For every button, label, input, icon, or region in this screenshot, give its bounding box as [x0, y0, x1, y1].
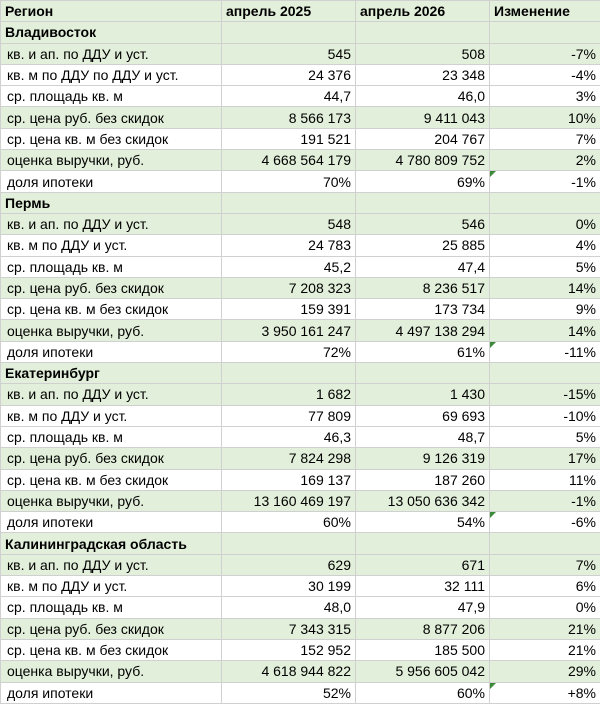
change-value: -15%	[490, 384, 600, 405]
table-row	[1, 405, 600, 426]
metric-label: ср. цена руб. без скидок	[1, 107, 222, 128]
metric-label: оценка выручки, руб.	[1, 490, 222, 511]
change-value: 7%	[490, 554, 600, 575]
region-header-empty-cell	[222, 192, 356, 213]
table-body	[1, 1, 600, 704]
header-region: Регион	[1, 1, 222, 22]
value-april-2026: 9 126 319	[356, 448, 490, 469]
table-row	[1, 554, 600, 575]
metric-label: ср. цена кв. м без скидок	[1, 299, 222, 320]
value-april-2026: 47,4	[356, 256, 490, 277]
metric-label: ср. цена кв. м без скидок	[1, 128, 222, 149]
value-april-2025: 24 376	[222, 64, 356, 85]
table-row	[1, 213, 600, 234]
change-value: 17%	[490, 448, 600, 469]
value-april-2025: 46,3	[222, 426, 356, 447]
table-row	[1, 341, 600, 362]
change-value: -10%	[490, 405, 600, 426]
table-row	[1, 235, 600, 256]
change-value: -11%	[490, 341, 600, 362]
table-row	[1, 469, 600, 490]
value-april-2026: 60%	[356, 682, 490, 703]
header-row	[1, 1, 600, 22]
header-april-2025: апрель 2025	[222, 1, 356, 22]
change-value: 0%	[490, 597, 600, 618]
metric-label: доля ипотеки	[1, 341, 222, 362]
region-name: Владивосток	[1, 22, 222, 43]
value-april-2025: 7 343 315	[222, 618, 356, 639]
value-april-2026: 47,9	[356, 597, 490, 618]
metric-label: ср. цена кв. м без скидок	[1, 469, 222, 490]
metric-label: кв. м по ДДУ и уст.	[1, 235, 222, 256]
value-april-2026: 4 497 138 294	[356, 320, 490, 341]
value-april-2026: 25 885	[356, 235, 490, 256]
table-row	[1, 576, 600, 597]
change-value: 3%	[490, 86, 600, 107]
value-april-2025: 24 783	[222, 235, 356, 256]
value-april-2025: 70%	[222, 171, 356, 192]
value-april-2026: 48,7	[356, 426, 490, 447]
metric-label: кв. и ап. по ДДУ и уст.	[1, 213, 222, 234]
change-value: +8%	[490, 682, 600, 703]
value-april-2025: 8 566 173	[222, 107, 356, 128]
value-april-2025: 3 950 161 247	[222, 320, 356, 341]
change-value: 2%	[490, 150, 600, 171]
value-april-2025: 169 137	[222, 469, 356, 490]
value-april-2026: 69%	[356, 171, 490, 192]
change-value: 10%	[490, 107, 600, 128]
table-row	[1, 490, 600, 511]
value-april-2025: 159 391	[222, 299, 356, 320]
metric-label: кв. м по ДДУ и уст.	[1, 405, 222, 426]
value-april-2025: 77 809	[222, 405, 356, 426]
value-april-2026: 8 877 206	[356, 618, 490, 639]
value-april-2026: 23 348	[356, 64, 490, 85]
change-value: 5%	[490, 426, 600, 447]
table-row	[1, 661, 600, 682]
metric-label: ср. площадь кв. м	[1, 256, 222, 277]
value-april-2026: 8 236 517	[356, 277, 490, 298]
metric-label: ср. площадь кв. м	[1, 426, 222, 447]
metric-label: оценка выручки, руб.	[1, 320, 222, 341]
change-value: -4%	[490, 64, 600, 85]
metric-label: ср. цена руб. без скидок	[1, 448, 222, 469]
header-april-2026: апрель 2026	[356, 1, 490, 22]
change-value: 21%	[490, 639, 600, 660]
table-row	[1, 150, 600, 171]
value-april-2025: 4 668 564 179	[222, 150, 356, 171]
region-header-empty-cell	[490, 363, 600, 384]
value-april-2025: 30 199	[222, 576, 356, 597]
change-value: 11%	[490, 469, 600, 490]
region-name: Пермь	[1, 192, 222, 213]
change-value: -1%	[490, 171, 600, 192]
table-row	[1, 171, 600, 192]
region-header-empty-cell	[222, 363, 356, 384]
change-value: 0%	[490, 213, 600, 234]
metric-label: доля ипотеки	[1, 171, 222, 192]
value-april-2026: 671	[356, 554, 490, 575]
value-april-2025: 13 160 469 197	[222, 490, 356, 511]
table-row	[1, 639, 600, 660]
value-april-2026: 32 111	[356, 576, 490, 597]
value-april-2026: 204 767	[356, 128, 490, 149]
change-value: 6%	[490, 576, 600, 597]
value-april-2025: 629	[222, 554, 356, 575]
value-april-2025: 45,2	[222, 256, 356, 277]
metric-label: ср. площадь кв. м	[1, 86, 222, 107]
region-header-empty-cell	[356, 192, 490, 213]
metric-label: ср. цена руб. без скидок	[1, 277, 222, 298]
region-name: Калининградская область	[1, 533, 222, 554]
table-row	[1, 426, 600, 447]
region-header-empty-cell	[356, 363, 490, 384]
region-header-row	[1, 22, 600, 43]
metric-label: кв. и ап. по ДДУ и уст.	[1, 554, 222, 575]
change-value: 29%	[490, 661, 600, 682]
table-row	[1, 277, 600, 298]
table-row	[1, 512, 600, 533]
table-row	[1, 682, 600, 703]
value-april-2026: 508	[356, 43, 490, 64]
metric-label: ср. цена руб. без скидок	[1, 618, 222, 639]
metric-label: кв. м по ДДУ по ДДУ и уст.	[1, 64, 222, 85]
metric-label: оценка выручки, руб.	[1, 150, 222, 171]
region-header-empty-cell	[356, 22, 490, 43]
value-april-2025: 60%	[222, 512, 356, 533]
metric-label: кв. и ап. по ДДУ и уст.	[1, 384, 222, 405]
table-row	[1, 107, 600, 128]
value-april-2026: 5 956 605 042	[356, 661, 490, 682]
value-april-2025: 191 521	[222, 128, 356, 149]
metric-label: оценка выручки, руб.	[1, 661, 222, 682]
metric-label: ср. площадь кв. м	[1, 597, 222, 618]
value-april-2026: 61%	[356, 341, 490, 362]
change-value: 5%	[490, 256, 600, 277]
region-name: Екатеринбург	[1, 363, 222, 384]
table-row	[1, 128, 600, 149]
value-april-2026: 187 260	[356, 469, 490, 490]
region-header-empty-cell	[490, 533, 600, 554]
value-april-2025: 7 824 298	[222, 448, 356, 469]
value-april-2026: 4 780 809 752	[356, 150, 490, 171]
table-row	[1, 448, 600, 469]
value-april-2025: 7 208 323	[222, 277, 356, 298]
region-header-empty-cell	[222, 533, 356, 554]
value-april-2026: 46,0	[356, 86, 490, 107]
table-row	[1, 384, 600, 405]
region-header-row	[1, 533, 600, 554]
table-row	[1, 299, 600, 320]
table-row	[1, 86, 600, 107]
region-header-row	[1, 363, 600, 384]
value-april-2026: 54%	[356, 512, 490, 533]
metric-label: кв. м по ДДУ и уст.	[1, 576, 222, 597]
value-april-2025: 548	[222, 213, 356, 234]
metric-label: ср. цена кв. м без скидок	[1, 639, 222, 660]
table-row	[1, 64, 600, 85]
table-row	[1, 256, 600, 277]
table-row	[1, 597, 600, 618]
metric-label: доля ипотеки	[1, 512, 222, 533]
metric-label: доля ипотеки	[1, 682, 222, 703]
value-april-2025: 1 682	[222, 384, 356, 405]
table-row	[1, 43, 600, 64]
value-april-2026: 185 500	[356, 639, 490, 660]
change-value: 7%	[490, 128, 600, 149]
value-april-2026: 9 411 043	[356, 107, 490, 128]
value-april-2025: 48,0	[222, 597, 356, 618]
table-row	[1, 320, 600, 341]
region-header-row	[1, 192, 600, 213]
metric-label: кв. и ап. по ДДУ и уст.	[1, 43, 222, 64]
table-row	[1, 618, 600, 639]
change-value: -6%	[490, 512, 600, 533]
value-april-2025: 152 952	[222, 639, 356, 660]
region-header-empty-cell	[222, 22, 356, 43]
value-april-2025: 72%	[222, 341, 356, 362]
value-april-2026: 546	[356, 213, 490, 234]
value-april-2026: 1 430	[356, 384, 490, 405]
change-value: 9%	[490, 299, 600, 320]
change-value: 21%	[490, 618, 600, 639]
header-change: Изменение	[490, 1, 600, 22]
region-header-empty-cell	[490, 192, 600, 213]
value-april-2026: 173 734	[356, 299, 490, 320]
value-april-2025: 4 618 944 822	[222, 661, 356, 682]
value-april-2025: 52%	[222, 682, 356, 703]
region-header-empty-cell	[356, 533, 490, 554]
change-value: 14%	[490, 277, 600, 298]
value-april-2026: 69 693	[356, 405, 490, 426]
change-value: 4%	[490, 235, 600, 256]
value-april-2025: 44,7	[222, 86, 356, 107]
change-value: -7%	[490, 43, 600, 64]
region-header-empty-cell	[490, 22, 600, 43]
value-april-2026: 13 050 636 342	[356, 490, 490, 511]
change-value: -1%	[490, 490, 600, 511]
change-value: 14%	[490, 320, 600, 341]
value-april-2025: 545	[222, 43, 356, 64]
